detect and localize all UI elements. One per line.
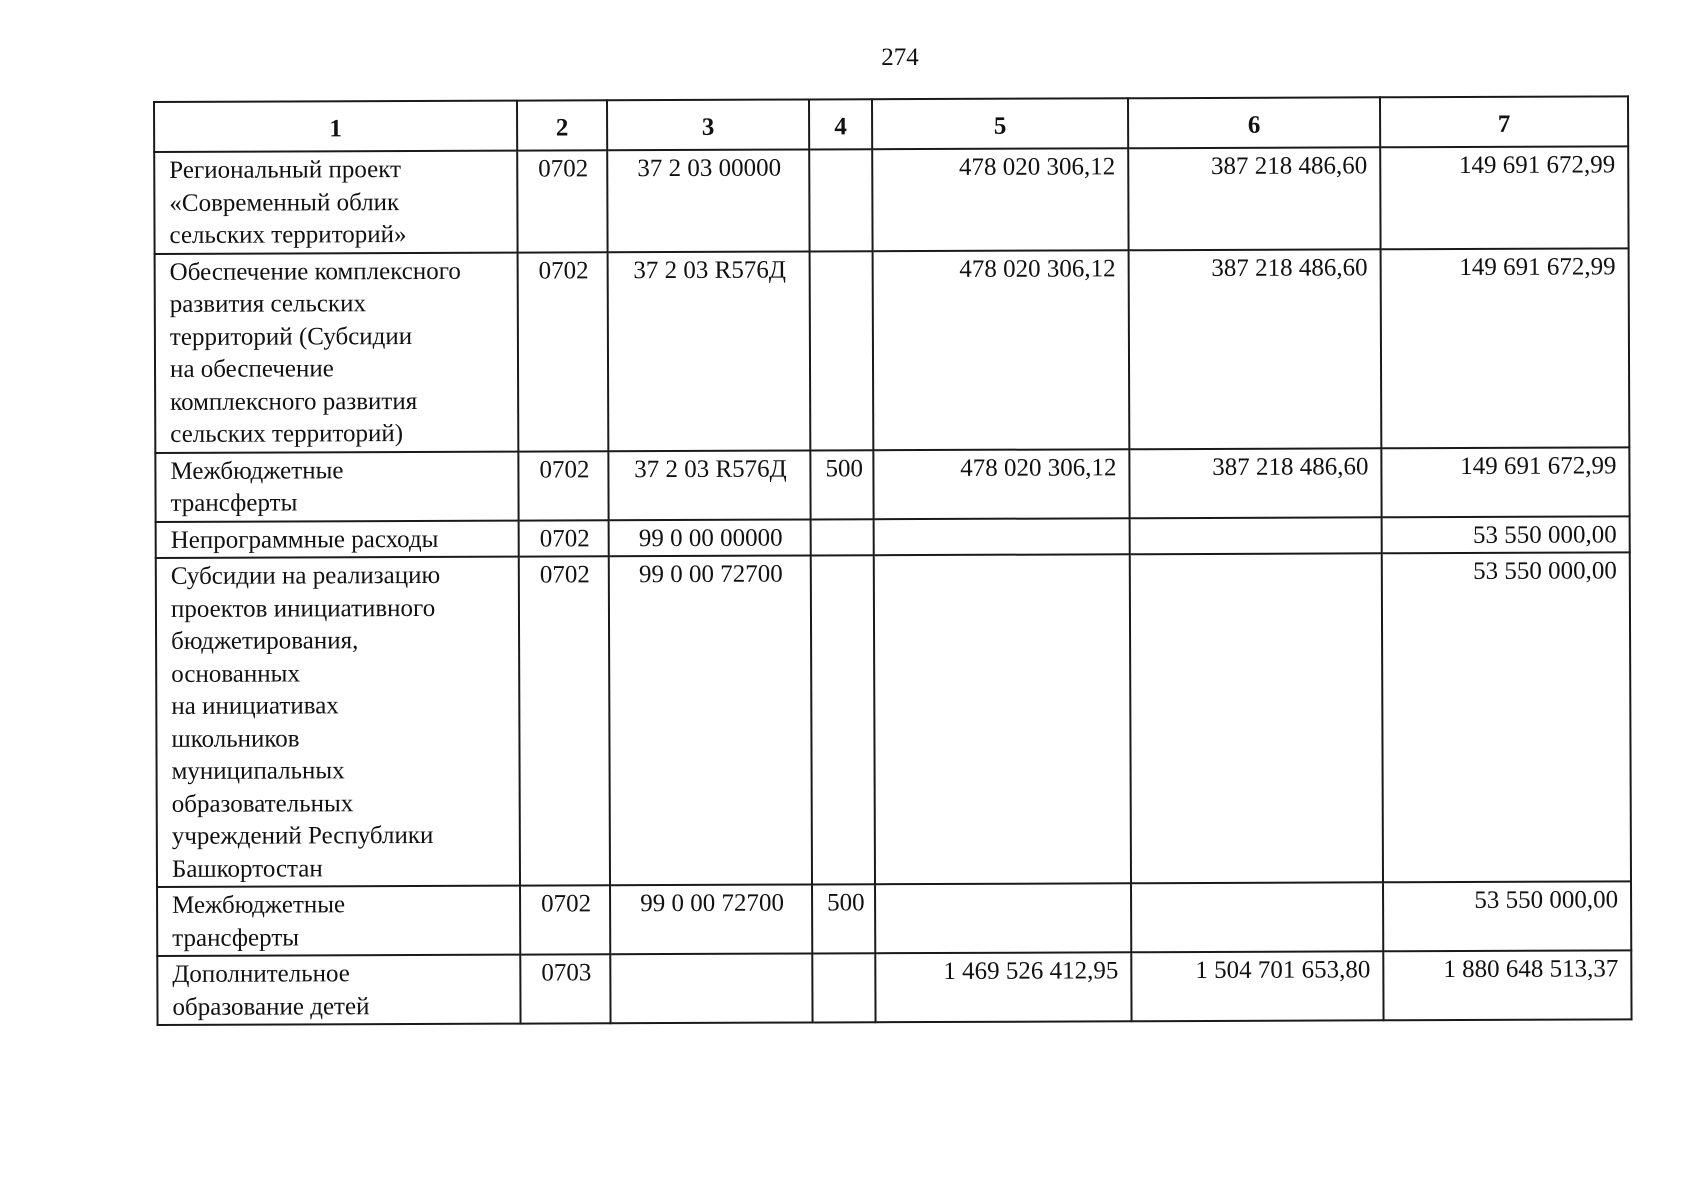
row-amount-7-cell: 53 550 000,00 <box>1382 516 1630 553</box>
row-amount-5-cell <box>874 554 1131 884</box>
row-code-cell: 99 0 00 00000 <box>609 519 811 556</box>
row-code-cell: 99 0 00 72700 <box>609 555 812 885</box>
row-code-cell: 99 0 00 72700 <box>610 884 812 954</box>
table-row <box>155 447 1629 522</box>
row-name-cell: Межбюджетные трансферты <box>155 451 518 521</box>
row-section-cell: 0702 <box>519 520 609 557</box>
table-row <box>154 146 1628 253</box>
table-row <box>157 950 1631 1025</box>
row-code-cell: 37 2 03 R576Д <box>608 251 811 451</box>
row-type-cell <box>810 251 874 450</box>
row-type-cell <box>812 953 875 1022</box>
column-header-2: 2 <box>517 100 607 150</box>
table-row <box>155 248 1630 453</box>
row-amount-5-cell <box>874 518 1130 555</box>
row-amount-5-cell: 478 020 306,12 <box>873 449 1129 519</box>
row-name-cell: Непрограммные расходы <box>156 520 519 558</box>
row-amount-7-cell: 149 691 672,99 <box>1381 447 1629 517</box>
row-section-cell: 0702 <box>520 885 610 954</box>
row-amount-7-cell: 149 691 672,99 <box>1381 248 1630 448</box>
row-section-cell: 0702 <box>518 252 609 451</box>
page-number: 274 <box>881 44 919 71</box>
row-amount-5-cell <box>875 883 1131 953</box>
row-amount-7-cell: 53 550 000,00 <box>1383 881 1631 951</box>
row-amount-7-cell: 53 550 000,00 <box>1382 552 1631 882</box>
row-amount-7-cell: 149 691 672,99 <box>1380 146 1628 248</box>
table-row <box>157 881 1631 956</box>
row-name-cell: Обеспечение комплексного развития сельских территорий (Субсидии на обеспечение комплексного развития сельских территорий) <box>155 252 519 452</box>
row-amount-6-cell <box>1130 517 1382 554</box>
row-code-cell: 37 2 03 R576Д <box>608 450 810 520</box>
row-name-cell: Межбюджетные трансферты <box>157 886 520 956</box>
budget-table <box>153 95 1633 1026</box>
column-header-6: 6 <box>1128 97 1380 148</box>
column-header-4: 4 <box>809 99 872 149</box>
row-type-cell: 500 <box>812 884 875 953</box>
column-header-3: 3 <box>607 99 809 150</box>
column-header-7: 7 <box>1380 96 1628 147</box>
row-section-cell: 0702 <box>517 150 607 252</box>
row-section-cell: 0702 <box>519 556 610 885</box>
table-header-row <box>154 96 1628 152</box>
row-type-cell <box>809 149 872 251</box>
row-type-cell <box>811 555 875 884</box>
row-amount-5-cell: 1 469 526 412,95 <box>875 952 1131 1022</box>
row-amount-6-cell <box>1131 882 1383 952</box>
row-amount-6-cell: 387 218 486,60 <box>1129 249 1382 449</box>
row-code-cell <box>610 953 812 1023</box>
row-name-cell: Региональный проект «Современный облик сельских территорий» <box>154 151 517 254</box>
row-type-cell: 500 <box>810 450 873 519</box>
budget-table-container <box>153 95 1633 1026</box>
row-amount-6-cell: 1 504 701 653,80 <box>1131 951 1383 1021</box>
table-row <box>156 552 1631 887</box>
row-name-cell: Субсидии на реализацию проектов инициативного бюджетирования, основанных на инициативах школьников муниципальных образовательных учреждений Республики Башкортостан <box>156 557 520 887</box>
row-section-cell: 0702 <box>518 451 608 520</box>
row-type-cell <box>811 519 874 556</box>
row-section-cell: 0703 <box>520 954 610 1023</box>
row-amount-7-cell: 1 880 648 513,37 <box>1383 950 1631 1020</box>
row-amount-5-cell: 478 020 306,12 <box>873 250 1130 450</box>
row-amount-6-cell: 387 218 486,60 <box>1129 448 1381 518</box>
column-header-5: 5 <box>872 98 1128 149</box>
row-code-cell: 37 2 03 00000 <box>607 149 809 251</box>
row-amount-6-cell <box>1130 553 1383 883</box>
column-header-1: 1 <box>154 101 517 152</box>
row-amount-5-cell: 478 020 306,12 <box>872 148 1128 250</box>
row-name-cell: Дополнительное образование детей <box>157 955 520 1025</box>
table-row <box>156 516 1630 558</box>
row-amount-6-cell: 387 218 486,60 <box>1128 147 1380 249</box>
